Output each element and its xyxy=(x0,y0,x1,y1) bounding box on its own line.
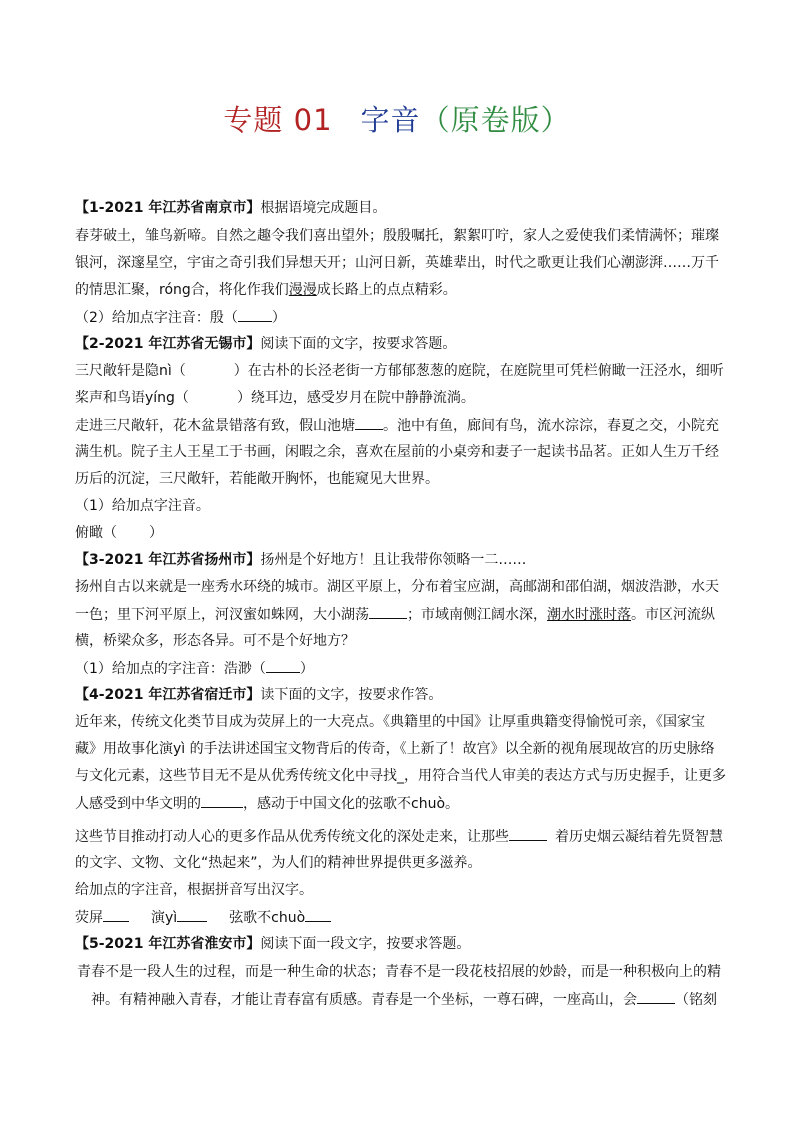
q4-para-line-1: 近年来，传统文化类节目成为荧屏上的一大亮点。《典籍里的中国》让厚重典籍变得愉悦可亲，《国家宝 xyxy=(75,714,705,730)
q4-text: 人感受到中华文明的 xyxy=(75,796,201,812)
q3-para-line-1: 扬州自古以来就是一座秀水环绕的城市。湖区平原上，分布着宝应湖，高邮湖和邵伯湖，烟波浩渺，水天 xyxy=(75,579,719,595)
q3-instruction: 扬州是个好地方！且让我带你领略一二…… xyxy=(260,552,527,568)
q3-text-end: 。市区河流纵 xyxy=(631,607,715,623)
q3-question-end: ） xyxy=(299,661,314,677)
q4-answer-label-3: 弦歌不chuò xyxy=(229,910,306,926)
q4-fill-blank-2[interactable] xyxy=(509,826,547,841)
q4-question: 给加点的字注音，根据拼音写出汉字。 xyxy=(75,882,313,898)
q4-para-line-4 xyxy=(75,793,725,814)
q1-question-text: （2）给加点字注音：殷（ xyxy=(75,310,238,326)
q3-text-cont: ；市域南侧江阔水深， xyxy=(407,607,547,623)
q5-para-line-2 xyxy=(91,989,741,1010)
q1-header: 【1-2021 年江苏省南京市】 xyxy=(75,200,261,216)
q2-text: 桨声和鸟语yíng（ xyxy=(75,390,189,406)
q3-text: 一色；里下河平原上，河汊蜜如蛛网，大小湖荡 xyxy=(75,607,369,623)
q4-para-line-5 xyxy=(75,826,725,847)
q2-para-line-5: 历后的沉淀，三尺敞轩，若能敞开胸怀，也能窥见大世界。 xyxy=(75,471,439,487)
q5-header-line xyxy=(75,934,725,954)
page-title xyxy=(0,98,794,139)
q2-text: 走进三尺敞轩，花木盆景错落有致，假山池塘 xyxy=(75,418,355,434)
q3-question-text: （1）给加点的字注音：浩渺（ xyxy=(75,661,266,677)
q4-text-cont: ，感动于中国文化的弦歌不chuò。 xyxy=(243,796,460,812)
q1-header-line xyxy=(75,198,725,218)
q1-para-line-1: 春芽破土，雏鸟新啼。自然之趣令我们喜出望外；殷殷嘱托，絮絮叮咛，家人之爱使我们柔情满怀；璀璨 xyxy=(75,228,719,244)
q1-answer-blank[interactable] xyxy=(238,307,272,322)
q4-answer-label-1: 荧屏 xyxy=(75,910,103,926)
q1-instruction: 根据语境完成题目。 xyxy=(260,200,387,216)
q3-underlined-phrase: 潮水时涨时落 xyxy=(547,607,631,623)
q3-para-line-3: 横，桥梁众多，形态各异。可不是个好地方？ xyxy=(75,633,355,649)
q4-instruction: 读下面的文字，按要求作答。 xyxy=(260,687,443,703)
q3-fill-blank[interactable] xyxy=(369,604,407,619)
q2-para-line-1 xyxy=(75,361,725,381)
q5-header: 【5-2021 年江苏省淮安市】 xyxy=(75,936,261,952)
q5-text: 神。有精神融入青春，才能让青春富有质感。青春是一个坐标，一尊石碑，一座高山，会 xyxy=(91,992,637,1008)
q3-question xyxy=(75,658,725,679)
q2-text-cont: ）在古朴的长泾老街一方郁郁葱葱的庭院，在庭院里可凭栏俯瞰一汪泾水，细听 xyxy=(233,363,724,379)
q2-question: （1）给加点字注音。 xyxy=(75,498,210,514)
q2-text: 三尺敞轩是隐nì（ xyxy=(75,363,186,379)
title-edition: （原卷版） xyxy=(420,103,571,137)
q2-header: 【2-2021 年江苏省无锡市】 xyxy=(75,336,261,352)
q3-header-line xyxy=(75,550,725,570)
q4-answer-blank-3[interactable] xyxy=(305,907,331,922)
q1-question-end: ） xyxy=(271,310,286,326)
q2-answer-end: ） xyxy=(149,525,163,541)
q4-answer-label-2: 演yì xyxy=(151,910,178,926)
q2-para-line-3 xyxy=(75,415,725,436)
title-subject: 字音 xyxy=(360,103,421,137)
q5-para-line-1: 青春不是一段人生的过程，而是一种生命的状态；青春不是一段花枝招展的妙龄，而是一种积极向上的精 xyxy=(77,964,721,980)
q3-answer-blank[interactable] xyxy=(266,658,300,673)
q1-question xyxy=(75,307,725,328)
q5-fill-blank[interactable] xyxy=(637,989,675,1004)
q2-para-line-2 xyxy=(75,388,725,408)
q4-text-cont: 着历史烟云凝结着先贤智慧 xyxy=(555,829,723,845)
q5-instruction: 阅读下面一段文字，按要求答题。 xyxy=(260,936,471,952)
q1-underlined-word: 漫漫 xyxy=(288,282,317,298)
q4-answer-blank-1[interactable] xyxy=(103,907,129,922)
q2-header-line xyxy=(75,334,725,354)
q4-header: 【4-2021 年江苏省宿迁市】 xyxy=(75,687,261,703)
q4-para-line-6: 的文字、文物、文化“热起来”，为人们的精神世界提供更多滋养。 xyxy=(75,855,482,871)
q4-para-line-2: 藏》用故事化演yì 的手法讲述国宝文物背后的传奇，《上新了！故宫》以全新的视角展现故宫的历史脉络 xyxy=(75,741,715,757)
q2-fill-blank[interactable] xyxy=(355,415,383,430)
q4-header-line xyxy=(75,685,725,705)
title-topic: 专题 01 xyxy=(223,103,333,137)
q4-para-line-3: 与文化元素，这些节目无不是从优秀传统文化中寻找_，用符合当代人审美的表达方式与历史握手，让更多 xyxy=(75,768,726,784)
q4-fill-blank-1[interactable] xyxy=(201,793,243,808)
q1-para-line-2: 银河，深邃星空，宇宙之奇引我们异想天开；山河日新，英雄辈出，时代之歌更让我们心潮澎湃……万千 xyxy=(75,255,719,271)
q1-para-text: 的情思汇聚，róng合，将化作我们 xyxy=(75,282,289,298)
q1-para-line-3 xyxy=(75,280,725,300)
q5-text-cont: （铭刻 xyxy=(675,992,717,1008)
q2-answer-label: 俯瞰（ xyxy=(75,525,117,541)
q3-para-line-2 xyxy=(75,604,725,625)
q2-para-line-4: 满生机。院子主人王星工于书画，闲暇之余，喜欢在屋前的小桌旁和妻子一起读书品茗。正如人生万千经 xyxy=(75,444,719,460)
q2-text-cont: 。池中有鱼，廊间有鸟，流水淙淙，春夏之交，小院充 xyxy=(383,418,719,434)
q2-answer-line xyxy=(75,523,725,543)
q4-answer-blank-2[interactable] xyxy=(177,907,207,922)
q3-header: 【3-2021 年江苏省扬州市】 xyxy=(75,552,261,568)
q1-para-text-end: 成长路上的点点精彩。 xyxy=(316,282,457,298)
q2-text-cont: ）绕耳边，感受岁月在院中静静流淌。 xyxy=(236,390,475,406)
q4-answers xyxy=(75,907,725,928)
q4-text: 这些节目推动打动人心的更多作品从优秀传统文化的深处走来，让那些 xyxy=(75,829,509,845)
q2-instruction: 阅读下面的文字，按要求答题。 xyxy=(260,336,457,352)
